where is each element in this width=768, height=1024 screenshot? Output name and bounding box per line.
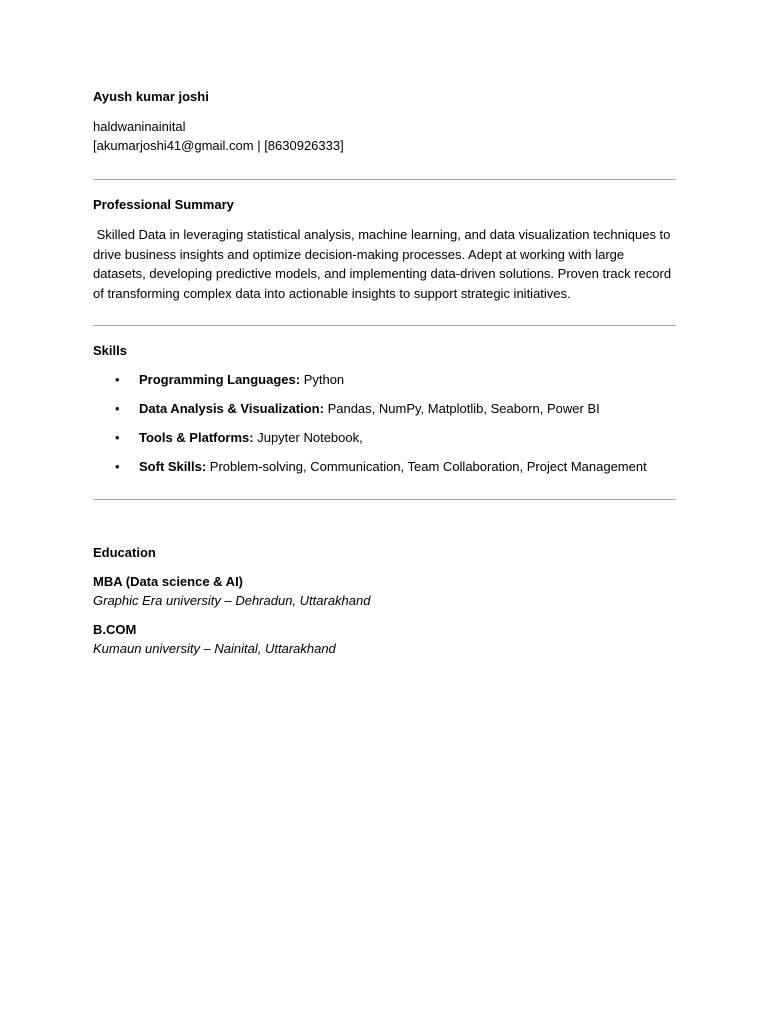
skill-value: Python <box>300 372 345 387</box>
skill-item <box>93 428 676 447</box>
resume-page <box>93 88 676 658</box>
skills-heading: Skills <box>93 343 127 358</box>
skill-label: Programming Languages: <box>139 372 301 387</box>
bullet-icon: • <box>115 430 120 445</box>
education-entry <box>93 620 676 658</box>
skill-label: Data Analysis & Visualization: <box>139 401 324 416</box>
section-divider <box>93 179 676 180</box>
summary-text: Skilled Data in leveraging statistical analysis, machine learning, and data visualization techniques to drive business insights and optimize decision-making processes. Adept at working with large datasets, developing predictive models, and implementing data-driven solutions. Proven track record of transforming complex data into actionable insights to support strategic initiatives. <box>93 227 675 301</box>
skills-list <box>93 370 676 476</box>
candidate-location: haldwaninainital <box>93 119 186 134</box>
education-entry <box>93 572 676 610</box>
skill-value: Jupyter Notebook, <box>253 430 363 445</box>
skill-item <box>93 399 676 418</box>
skill-value: Problem-solving, Communication, Team Collaboration, Project Management <box>206 459 647 474</box>
summary-heading: Professional Summary <box>93 197 234 212</box>
education-degree: MBA (Data science & AI) <box>93 574 244 589</box>
contact-block <box>93 117 676 155</box>
education-school: Graphic Era university – Dehradun, Uttarakhand <box>93 593 371 608</box>
section-divider <box>93 499 676 500</box>
skill-item <box>93 370 676 389</box>
skill-label: Soft Skills: <box>139 459 207 474</box>
education-heading: Education <box>93 545 156 560</box>
bullet-icon: • <box>115 459 120 474</box>
skill-value: Pandas, NumPy, Matplotlib, Seaborn, Power BI <box>323 401 600 416</box>
candidate-contact: [akumarjoshi41@gmail.com | [8630926333] <box>93 138 344 153</box>
candidate-name: Ayush kumar joshi <box>93 89 209 104</box>
education-school: Kumaun university – Nainital, Uttarakhand <box>93 641 336 656</box>
skill-label: Tools & Platforms: <box>139 430 254 445</box>
bullet-icon: • <box>115 372 120 387</box>
bullet-icon: • <box>115 401 120 416</box>
skill-item <box>93 457 676 476</box>
section-divider <box>93 325 676 326</box>
education-degree: B.COM <box>93 622 137 637</box>
